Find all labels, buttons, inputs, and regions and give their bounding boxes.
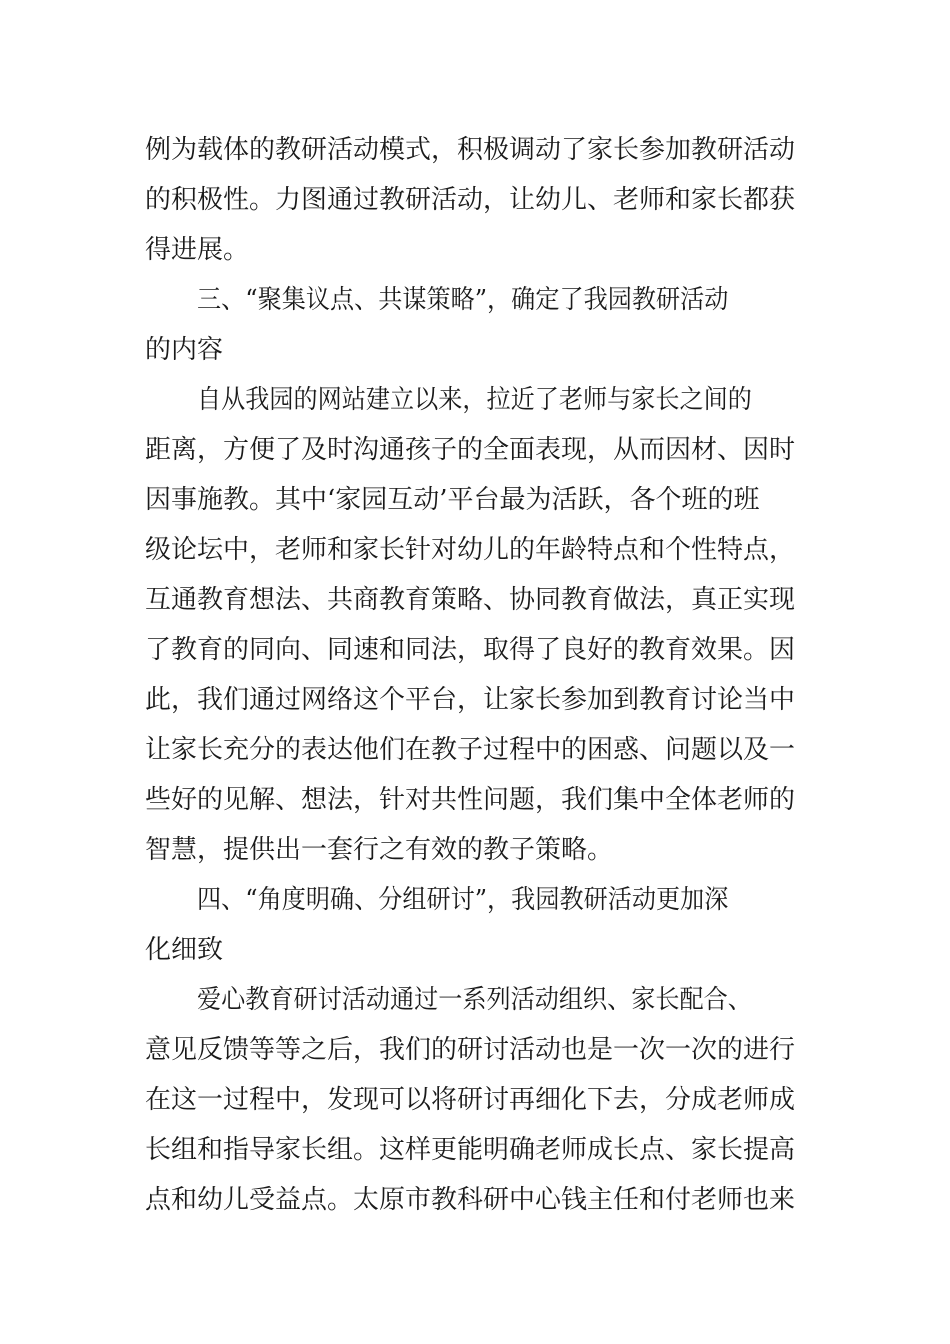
text-line: 些好的见解、想法，针对共性问题，我们集中全体老师的	[145, 785, 796, 815]
text-line: 因事施教。其中‘家园互动’平台最为活跃，各个班的班	[145, 485, 760, 515]
text-line: 智慧，提供出一套行之有效的教子策略。	[145, 835, 614, 865]
text-line: 距离，方便了及时沟通孩子的全面表现，从而因材、因时	[145, 435, 796, 465]
text-line: 爱心教育研讨活动通过一系列活动组织、家长配合、	[197, 985, 752, 1015]
section-heading: 四、“角度明确、分组研讨”，我园教研活动更加深	[197, 885, 729, 915]
text-line: 得进展。	[145, 235, 250, 265]
text-line: 例为载体的教研活动模式，积极调动了家长参加教研活动	[145, 135, 796, 165]
text-line: 点和幼儿受益点。太原市教科研中心钱主任和付老师也来	[145, 1185, 796, 1215]
text-line: 长组和指导家长组。这样更能明确老师成长点、家长提高	[145, 1135, 796, 1165]
text-line: 级论坛中，老师和家长针对幼儿的年龄特点和个性特点，	[145, 535, 796, 565]
text-line: 了教育的同向、同速和同法，取得了良好的教育效果。因	[145, 635, 796, 665]
text-line: 让家长充分的表达他们在教子过程中的困惑、问题以及一	[145, 735, 796, 765]
section-heading: 的内容	[145, 335, 224, 365]
text-line: 此，我们通过网络这个平台，让家长参加到教育讨论当中	[145, 685, 796, 715]
section-heading: 化细致	[145, 935, 224, 965]
text-line: 意见反馈等等之后，我们的研讨活动也是一次一次的进行	[145, 1035, 796, 1065]
text-line: 互通教育想法、共商教育策略、协同教育做法，真正实现	[145, 585, 796, 615]
text-line: 的积极性。力图通过教研活动，让幼儿、老师和家长都获	[145, 185, 796, 215]
text-line: 自从我园的网站建立以来，拉近了老师与家长之间的	[197, 385, 752, 415]
text-line: 在这一过程中，发现可以将研讨再细化下去，分成老师成	[145, 1085, 796, 1115]
section-heading: 三、“聚集议点、共谋策略”，确定了我园教研活动	[197, 285, 729, 315]
